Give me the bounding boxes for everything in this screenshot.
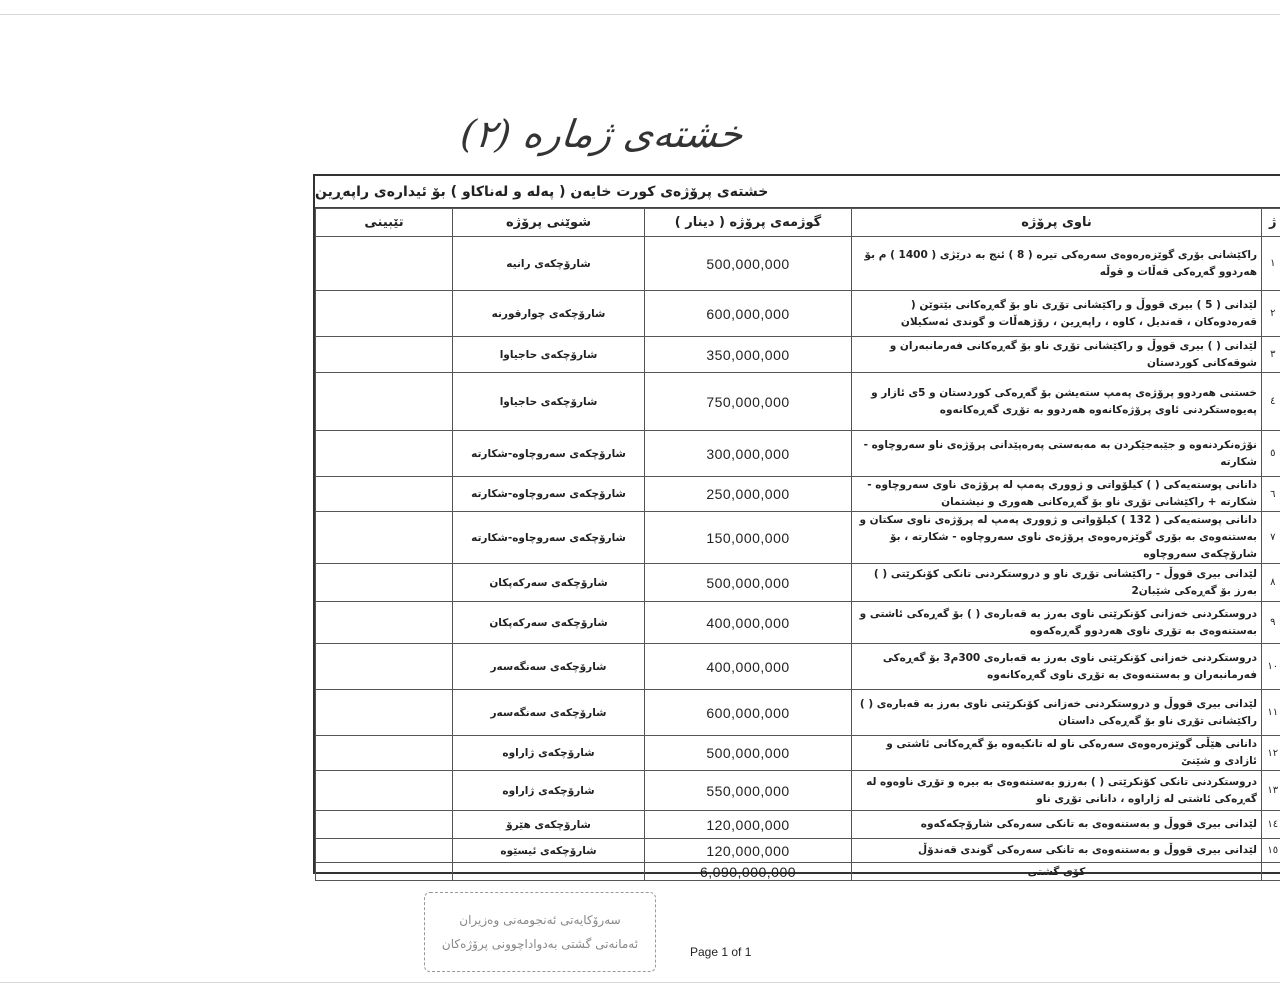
- row-number-cell: ٩: [1262, 602, 1280, 644]
- note-cell: [316, 771, 453, 811]
- projects-table: [315, 208, 1280, 881]
- official-stamp: [424, 892, 656, 972]
- table-row: [316, 373, 1280, 431]
- row-number-cell: ٤: [1262, 373, 1280, 431]
- row-number-cell: ١: [1262, 237, 1280, 291]
- project-name-cell: دروستکردنی خەزانی کۆنکرێتی ناوی بەرز بە قەبارەی ( ) بۆ گەڕەکی ئاشتی و بەستنەوەی بە تۆڕی ناوی هەردوو گەڕەکەوە: [852, 602, 1262, 644]
- sheet-title: خشتەی پرۆژەی کورت خایەن ( پەلە و لەناکاو ) بۆ ئیدارەی راپەڕین: [315, 176, 1280, 208]
- total-cost-cell: 6,090,000,000: [645, 863, 852, 881]
- table-row: [316, 512, 1280, 564]
- project-sheet: [313, 174, 1280, 880]
- row-number-cell: ١٠: [1262, 644, 1280, 690]
- row-number-cell: ١٢: [1262, 736, 1280, 771]
- cost-cell: 500,000,000: [645, 564, 852, 602]
- project-name-cell: نۆژەنکردنەوە و جێبەجێکردن بە مەبەستی پەرەپێدانی پرۆژەی ناو سەروچاوە - شکارتە: [852, 431, 1262, 477]
- note-cell: [316, 337, 453, 373]
- handwritten-title: خشتەی ژمارە (٢): [458, 112, 745, 156]
- project-name-cell: خستنی هەردوو پرۆژەی پەمپ ستەیشن بۆ گەڕەکی کوردستان و 5ی ئازار و پەیوەستکردنی ئاوی پرۆژەکانەوە هەردوو بە تۆڕی گەڕەکانەوە: [852, 373, 1262, 431]
- table-row: [316, 811, 1280, 839]
- bottom-rule: [0, 982, 1280, 983]
- location-cell: شارۆچکەی ژاراوە: [453, 771, 645, 811]
- total-row: [316, 863, 1280, 881]
- row-number-cell: ٦: [1262, 477, 1280, 512]
- location-cell: شارۆچکەی سەروچاوە-شکارتە: [453, 431, 645, 477]
- row-number-cell: ٥: [1262, 431, 1280, 477]
- location-cell: شارۆچکەی سەرکەپکان: [453, 602, 645, 644]
- table-row: [316, 237, 1280, 291]
- note-cell: [316, 736, 453, 771]
- table-row: [316, 431, 1280, 477]
- project-name-cell: لێدانی بیری قووڵ و دروستکردنی خەزانی کۆنکرێتی ناوی بەرز بە قەبارەی ( ) راکێشانی تۆڕی ناو بۆ گەڕەکی داستان: [852, 690, 1262, 736]
- location-cell: شارۆچکەی ژاراوە: [453, 736, 645, 771]
- project-name-cell: دروستکردنی خەزانی کۆنکرێتی ناوی بەرز بە قەبارەی 300م3 بۆ گەڕەکی فەرمانبەران و بەستنەوەی بە تۆڕی ناوی گەڕەکانەوە: [852, 644, 1262, 690]
- location-cell: شارۆچکەی چوارقورنە: [453, 291, 645, 337]
- cost-cell: 600,000,000: [645, 690, 852, 736]
- table-row: [316, 602, 1280, 644]
- project-name-cell: لێدانی بیری قووڵ و بەستنەوەی بە تانکی سەرەکی گوندی قەندۆڵ: [852, 839, 1262, 863]
- header-number: ژ: [1262, 209, 1280, 237]
- location-cell: شارۆچکەی هێرۆ: [453, 811, 645, 839]
- top-rule: [0, 14, 1280, 15]
- page-number: Page 1 of 1: [690, 945, 752, 959]
- table-row: [316, 690, 1280, 736]
- cost-cell: 150,000,000: [645, 512, 852, 564]
- row-number-cell: ١١: [1262, 690, 1280, 736]
- note-cell: [316, 839, 453, 863]
- cost-cell: 750,000,000: [645, 373, 852, 431]
- location-cell: شارۆچکەی حاجیاوا: [453, 337, 645, 373]
- cost-cell: 600,000,000: [645, 291, 852, 337]
- cost-cell: 250,000,000: [645, 477, 852, 512]
- project-name-cell: لێدانی ( 5 ) بیری قووڵ و راکێشانی تۆڕی ناو بۆ گەڕەکانی بێتوێن ( قەرەدوەکان ، قەندیل ، کاوە ، راپەڕین ، رۆژهەڵات و گوندی ئەسکیلان: [852, 291, 1262, 337]
- location-cell: شارۆچکەی سەروچاوە-شکارتە: [453, 512, 645, 564]
- table-row: [316, 291, 1280, 337]
- table-row: [316, 564, 1280, 602]
- stamp-line-1: سەرۆکایەتی ئەنجومەنی وەزیران: [459, 913, 621, 927]
- note-cell: [316, 373, 453, 431]
- table-row: [316, 771, 1280, 811]
- project-name-cell: دانانی پوستەیەکی ( 132 ) کیلۆواتی و ژووری پەمپ لە پرۆژەی ناوی سکتان و بەستنەوەی بە بۆری گوێزەرەوەی پرۆژەی ناوی سەروچاوە - شکارتە ، بۆ شارۆچکەی سەروچاوە: [852, 512, 1262, 564]
- table-row: [316, 736, 1280, 771]
- table-row: [316, 337, 1280, 373]
- location-cell: شارۆچکەی ئیسێوە: [453, 839, 645, 863]
- cost-cell: 120,000,000: [645, 839, 852, 863]
- header-note: تێبینی: [316, 209, 453, 237]
- note-cell: [316, 512, 453, 564]
- location-cell: شارۆچکەی رانیە: [453, 237, 645, 291]
- location-cell: شارۆچکەی سەنگەسەر: [453, 690, 645, 736]
- note-cell: [316, 690, 453, 736]
- project-name-cell: راکێشانی بۆری گوێزەرەوەی سەرەکی تیرە ( 8 ) ئنج بە درێژی ( 1400 ) م بۆ هەردوو گەڕەکی قەڵات و قوڵە: [852, 237, 1262, 291]
- location-cell: [453, 863, 645, 881]
- table-row: [316, 477, 1280, 512]
- cost-cell: 550,000,000: [645, 771, 852, 811]
- total-label-cell: کۆی گشتی: [852, 863, 1262, 881]
- cost-cell: 120,000,000: [645, 811, 852, 839]
- row-number-cell: ٨: [1262, 564, 1280, 602]
- cost-cell: 500,000,000: [645, 736, 852, 771]
- project-name-cell: دانانی پوستەیەکی ( ) کیلۆواتی و ژووری پەمپ لە پرۆژەی ناوی سەروچاوە - شکارتە + راکێشانی تۆڕی ناو بۆ گەڕەکانی هەوری و نیشتمان: [852, 477, 1262, 512]
- cost-cell: 500,000,000: [645, 237, 852, 291]
- location-cell: شارۆچکەی حاجیاوا: [453, 373, 645, 431]
- project-name-cell: لێدانی ( ) بیری قووڵ و راکێشانی تۆڕی ناو بۆ گەڕەکانی فەرمانبەران و شوقەکانی کوردستان: [852, 337, 1262, 373]
- project-name-cell: لێدانی بیری قووڵ - راکێشانی تۆڕی ناو و دروستکردنی تانکی کۆنکرێتی ( ) بەرز بۆ گەڕەکی شێبان2: [852, 564, 1262, 602]
- note-cell: [316, 863, 453, 881]
- header-project-name: ناوی پرۆژە: [852, 209, 1262, 237]
- project-name-cell: دانانی هێڵی گوێزەرەوەی سەرەکی ناو لە تانکیەوە بۆ گەڕەکانی ئاشتی و ئازادی و شێنێ: [852, 736, 1262, 771]
- row-number-cell: ٣: [1262, 337, 1280, 373]
- cost-cell: 400,000,000: [645, 644, 852, 690]
- table-row: [316, 839, 1280, 863]
- stamp-line-2: ئەمانەتی گشتی بەدواداچوونی پرۆژەکان: [441, 937, 639, 951]
- note-cell: [316, 477, 453, 512]
- header-cost: گوژمەی پرۆژە ( دینار ): [645, 209, 852, 237]
- note-cell: [316, 602, 453, 644]
- cost-cell: 300,000,000: [645, 431, 852, 477]
- note-cell: [316, 564, 453, 602]
- project-name-cell: لێدانی بیری قووڵ و بەستنەوەی بە تانکی سەرەکی شارۆچکەکەوە: [852, 811, 1262, 839]
- location-cell: شارۆچکەی سەنگەسەر: [453, 644, 645, 690]
- project-name-cell: دروستکردنی تانکی کۆنکرێتی ( ) بەرزو بەستنەوەی بە بیرە و تۆڕی ناوەوە لە گەڕەکی ئاشتی لە ژاراوە ، دانانی تۆڕی ناو: [852, 771, 1262, 811]
- note-cell: [316, 291, 453, 337]
- row-number-cell: [1262, 863, 1280, 881]
- cost-cell: 400,000,000: [645, 602, 852, 644]
- table-row: [316, 644, 1280, 690]
- location-cell: شارۆچکەی سەرکەپکان: [453, 564, 645, 602]
- note-cell: [316, 811, 453, 839]
- note-cell: [316, 237, 453, 291]
- location-cell: شارۆچکەی سەروچاوە-شکارتە: [453, 477, 645, 512]
- note-cell: [316, 431, 453, 477]
- note-cell: [316, 644, 453, 690]
- cost-cell: 350,000,000: [645, 337, 852, 373]
- row-number-cell: ١٤: [1262, 811, 1280, 839]
- row-number-cell: ١٣: [1262, 771, 1280, 811]
- row-number-cell: ١٥: [1262, 839, 1280, 863]
- row-number-cell: ٧: [1262, 512, 1280, 564]
- row-number-cell: ٢: [1262, 291, 1280, 337]
- header-location: شوێنی پرۆژە: [453, 209, 645, 237]
- table-header-row: [316, 209, 1280, 237]
